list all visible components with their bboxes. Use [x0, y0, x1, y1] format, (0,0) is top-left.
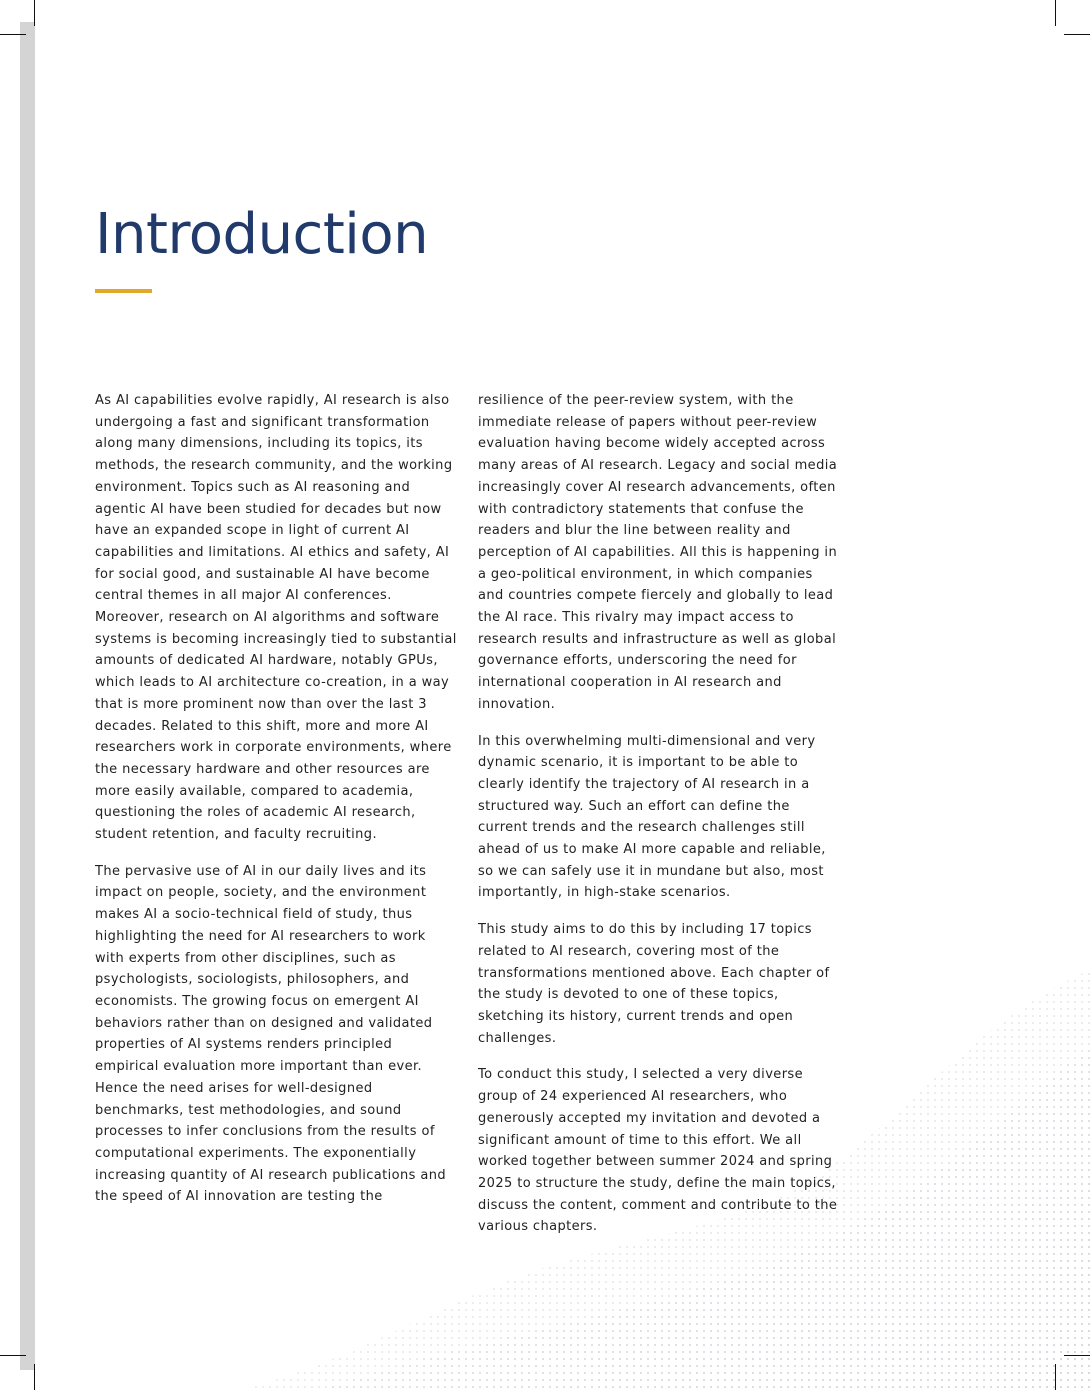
- text-column-right: [478, 390, 842, 1253]
- body-paragraph: In this overwhelming multi-dimensional and very dynamic scenario, it is important to be able to clearly identify the trajectory of AI research in a structured way. Such an effort can define the current trends and the research challenges still ahead of us to make AI more capable and reliable, so we can safely use it in mundane but also, most importantly, in high-stake scenarios.: [478, 733, 826, 901]
- title-accent-rule: [95, 289, 152, 293]
- page-title: Introduction: [95, 202, 429, 267]
- body-paragraph: resilience of the peer-review system, with the immediate release of papers without peer-review evaluation having become widely accepted across many areas of AI research. Legacy and social media increasingly cover AI research advancements, often with contradictory statements that confuse the readers and blur the line between reality and perception of AI capabilities. All this is happening in a geo-political environment, in which companies and countries compete fiercely and globally to lead the AI race. This rivalry may impact access to research results and infrastructure as well as global governance efforts, underscoring the need for international cooperation in AI research and innovation.: [478, 393, 838, 712]
- body-paragraph: To conduct this study, I selected a very diverse group of 24 experienced AI researchers, who generously accepted my invitation and devoted a significant amount of time to this effort. We all worked together between summer 2024 and spring 2025 to structure the study, define the main topics, discuss the content, comment and contribute to the various chapters.: [478, 1067, 838, 1235]
- body-paragraph: This study aims to do this by including 17 topics related to AI research, covering most of the transformations mentioned above. Each chapter of the study is devoted to one of these topics, sketching its history, current trends and open challenges.: [478, 922, 830, 1046]
- crop-mark-top-left-vertical: [34, 0, 35, 26]
- body-paragraph: As AI capabilities evolve rapidly, AI research is also undergoing a fast and significant transformation along many dimensions, including its topics, its methods, the research community, and the working environment. Topics such as AI reasoning and agentic AI have been studied for decades but now have an expanded scope in light of current AI capabilities and limitations. AI ethics and safety, AI for social good, and sustainable AI have become central themes in all major AI conferences. Moreover, research on AI algorithms and software systems is becoming increasingly tied to substantial amounts of dedicated AI hardware, notably GPUs, which leads to AI architecture co-creation, in a way that is more prominent now than over the last 3 decades. Related to this shift, more and more AI researchers work in corporate environments, where the necessary hardware and other resources are more easily available, compared to academia, questioning the roles of academic AI research, student retention, and faculty recruiting.: [95, 393, 457, 843]
- crop-mark-top-right-horizontal: [1064, 34, 1090, 35]
- page-side-bar: [20, 22, 35, 1370]
- text-column-left: [95, 390, 459, 1223]
- crop-mark-bottom-left-vertical: [34, 1364, 35, 1390]
- crop-mark-top-right-vertical: [1055, 0, 1056, 26]
- crop-mark-top-left-horizontal: [0, 34, 26, 35]
- crop-mark-bottom-left-horizontal: [0, 1355, 26, 1356]
- body-paragraph: The pervasive use of AI in our daily lives and its impact on people, society, and the environment makes AI a socio-technical field of study, thus highlighting the need for AI researchers to work with experts from other disciplines, such as psychologists, sociologists, philosophers, and economists. The growing focus on emergent AI behaviors rather than on designed and validated properties of AI systems renders principled empirical evaluation more important than ever. Hence the need arises for well-designed benchmarks, test methodologies, and sound processes to infer conclusions from the results of computational experiments. The exponentially increasing quantity of AI research publications and the speed of AI innovation are testing the: [95, 863, 446, 1205]
